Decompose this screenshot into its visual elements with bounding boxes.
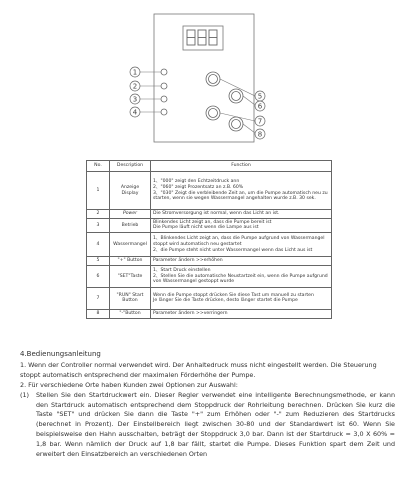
table-row [87, 265, 332, 287]
row-no: 1 [87, 172, 110, 210]
table-row [87, 172, 332, 210]
callout-7: 7 [257, 117, 263, 126]
callout-3: 3 [132, 95, 138, 104]
row-no: 8 [87, 309, 110, 318]
row-func: 1、Blinkendes Licht zeigt an, dass die Pumpe aufgrund von Wassermangel stoppt wird automatisch neu gestartet 2、die Pumpe steht nicht unter Wassermangel wenn das Licht aus ist [151, 233, 332, 257]
controller-diagram [0, 0, 409, 150]
display-indicator [161, 69, 167, 75]
row-func: Parameter ändern >>verringern [151, 309, 332, 318]
row-desc: "+" Button [110, 257, 151, 266]
callout-5: 5 [257, 92, 263, 101]
paragraph-2: 2. Für verschiedene Orte haben Kunden zwei Optionen zur Auswahl: [20, 380, 238, 389]
row-desc: Betrieb [110, 218, 151, 232]
table-header-row [87, 161, 332, 172]
table-row [87, 309, 332, 318]
step-1-marker: (1) [20, 390, 30, 399]
water-shortage-light [161, 109, 167, 115]
row-func: 1、Start Druck einstellen 2、Stellen Sie die automatische Neustartzeit ein, wenn die Pumpe aufgrund von Wassermangel gestoppt wurde [151, 265, 332, 287]
row-func: Wenn die Pumpe stoppt drücken Sie diese Tast um manuell zu starten Je länger Sie die Taste drücken, desto länger startet die Pumpe [151, 287, 332, 309]
row-desc: Wassermangel [110, 233, 151, 257]
power-light [161, 83, 167, 89]
table-row [87, 287, 332, 309]
callout-8: 8 [257, 130, 263, 139]
table-row [87, 210, 332, 219]
seven-segment-display [187, 30, 217, 45]
row-func: Parameter ändern >>erhöhen [151, 257, 332, 266]
function-table [86, 160, 332, 319]
row-desc: "SET"Taste [110, 265, 151, 287]
row-desc: "RUN" Start Button [110, 287, 151, 309]
table-row [87, 233, 332, 257]
row-desc: "-"Button [110, 309, 151, 318]
row-no: 2 [87, 210, 110, 219]
row-desc: Power [110, 210, 151, 219]
row-no: 7 [87, 287, 110, 309]
row-func: Die Stromversorgung ist normal, wenn das Licht an ist. [151, 210, 332, 219]
row-func: 1、"000" zeigt den Echtzeitdruck ann 2、"060" zeigt Prozentsatz an z.B. 60% 3、"030" Zeigt die verbleibende Zeit an, um die Pumpe automatisch neu zu starten, wenn sie wegen Wassermangel angehalten wurde z.B. 30 sek. [151, 172, 332, 210]
controller-panel [154, 14, 254, 142]
step-1 [20, 391, 395, 460]
row-no: 3 [87, 218, 110, 232]
table-row [87, 257, 332, 266]
operating-instructions [20, 350, 395, 460]
row-desc: Anzeige Display [110, 172, 151, 210]
header-description: Description [110, 161, 151, 172]
callout-4: 4 [132, 108, 138, 117]
row-no: 6 [87, 265, 110, 287]
header-function: Function [151, 161, 332, 172]
row-no: 4 [87, 233, 110, 257]
callout-2: 2 [132, 82, 138, 91]
row-no: 5 [87, 257, 110, 266]
callout-6: 6 [257, 102, 263, 111]
row-func: Blinkendes Licht zeigt an, dass die Pumpe bereit ist Die Pumpe läuft nicht wenn die Lampe aus ist [151, 218, 332, 232]
run-light [161, 96, 167, 102]
callout-1: 1 [132, 68, 138, 77]
paragraph-1: 1. Wenn der Controller normal verwendet wird. Der Anhaltedruck muss nicht eingestellt werden. Die Steuerung stoppt automatisch entsprechend der maximalen Förderhöhe der Pumpe. [20, 360, 377, 379]
section-heading: 4.Bedienungsanleitung [20, 350, 101, 358]
step-1-text: Stellen Sie den Startdruckwert ein. Dieser Regler verwendet eine intelligente Berechnungsmethode, er kann den Startdruck automatisch entsprechend dem Stoppdruck der Rohrleitung berechnen. Drücken Sie kurz die Taste "SET" und drücken Sie dann die Taste "+" zum Erhöhen oder "-" zum Reduzieren des Startdrucks (berechnet in Prozent). Der Einstellbereich liegt zwischen 30-80 und der Standardwert ist 60. Wenn Sie beispielsweise den Hahn ausschalten, beträgt der Stoppdruck 3,0 bar. Dann ist der Startdruck = 3,0 X 60% = 1,8 bar. Wenn nämlich der Druck auf 1,8 bar fällt, startet die Pumpe. Dieses Funktion spart dem Zeit und erweitert den Einsatzbereich an verschiedenen Orten [36, 390, 395, 459]
header-no: No. [87, 161, 110, 172]
table-row [87, 218, 332, 232]
